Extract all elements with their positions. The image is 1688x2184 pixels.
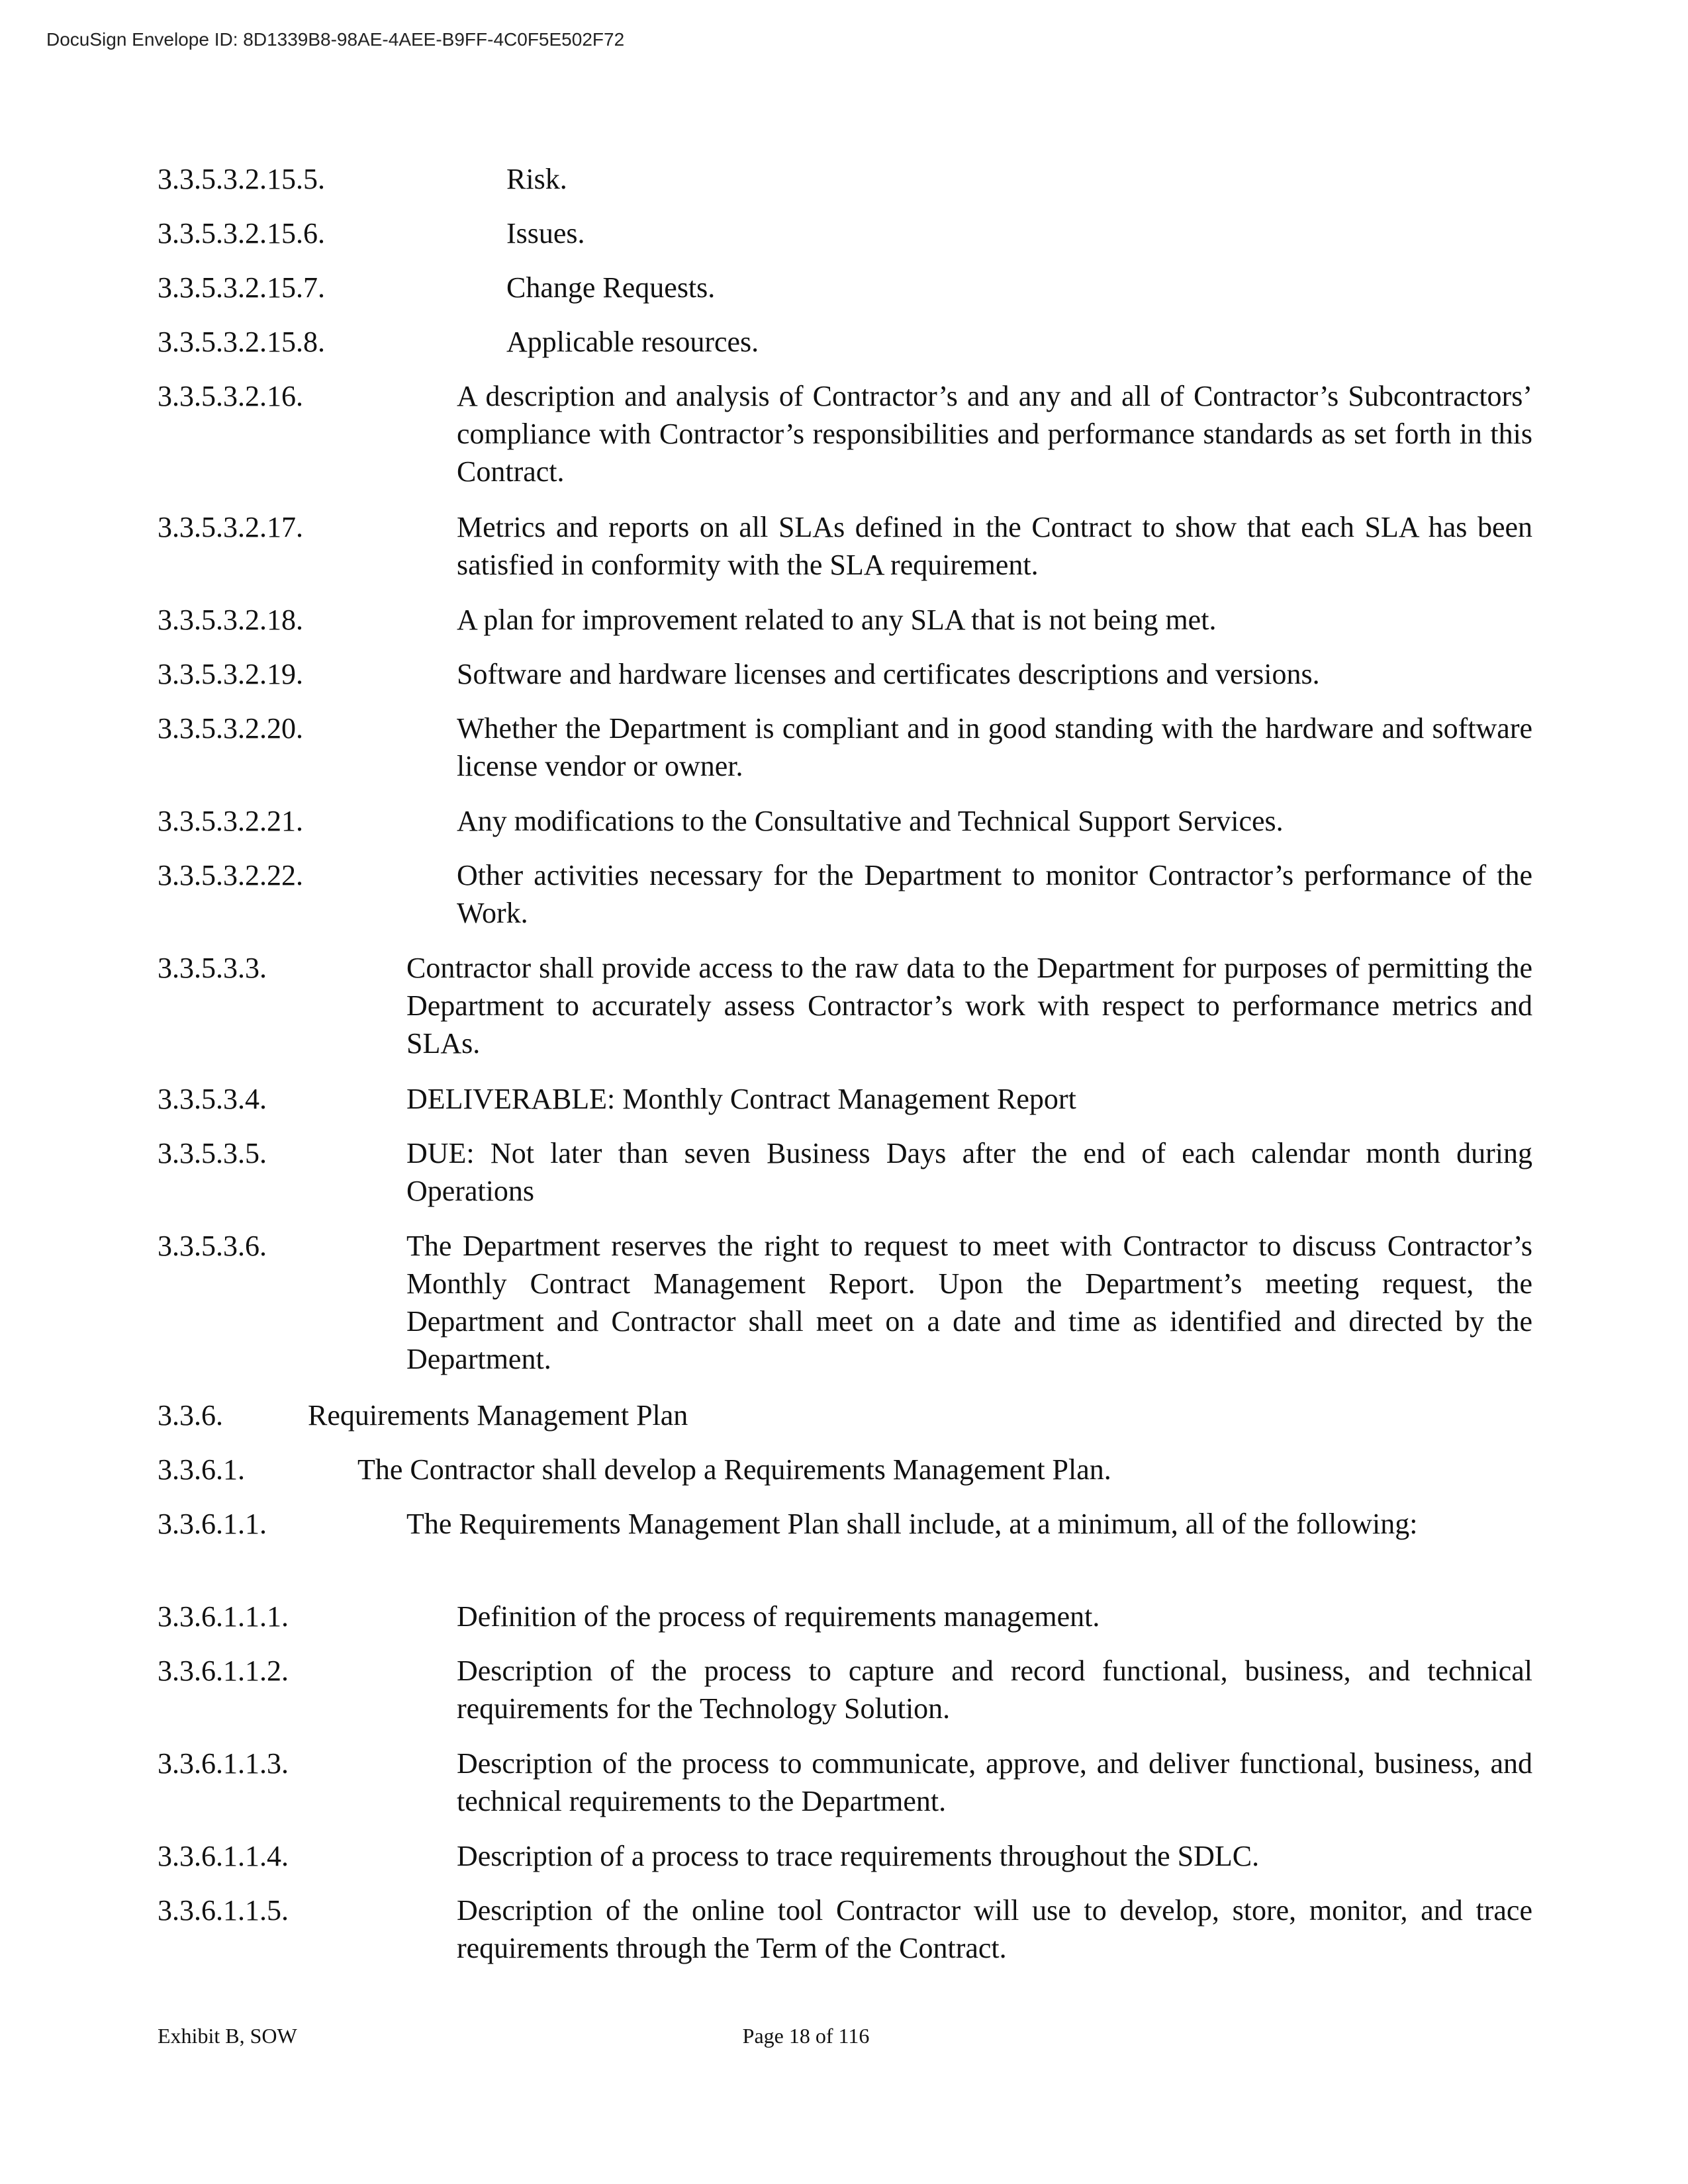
- item-number: 3.3.5.3.2.15.8.: [158, 326, 325, 358]
- footer-exhibit-label: Exhibit B, SOW: [158, 2024, 297, 2048]
- item-number: 3.3.6.1.: [158, 1453, 245, 1486]
- item-number: 3.3.5.3.2.18.: [158, 604, 303, 636]
- footer-page-number: Page 18 of 116: [742, 2024, 870, 2048]
- item-number: 3.3.6.1.1.3.: [158, 1747, 289, 1780]
- item-text: Description of a process to trace requirements throughout the SDLC.: [457, 1840, 1260, 1872]
- item-number: 3.3.5.3.3.: [158, 952, 267, 984]
- item-number: 3.3.5.3.2.20.: [158, 712, 303, 745]
- item-text: Change Requests.: [506, 271, 716, 304]
- item-number: 3.3.5.3.2.15.6.: [158, 217, 325, 250]
- item-text: Definition of the process of requirements management.: [457, 1600, 1100, 1633]
- item-number: 3.3.5.3.2.22.: [158, 859, 303, 891]
- item-text: Metrics and reports on all SLAs defined in the Contract to show that each SLA has been satisfied in conformity with the SLA requirement.: [457, 511, 1532, 581]
- item-number: 3.3.6.1.1.5.: [158, 1894, 289, 1927]
- item-number: 3.3.6.1.1.4.: [158, 1840, 289, 1872]
- item-text: Description of the process to communicate, approve, and deliver functional, business, and technical requirements to the Department.: [457, 1747, 1532, 1817]
- item-text: Whether the Department is compliant and in good standing with the hardware and software license vendor or owner.: [457, 712, 1532, 782]
- item-text: Software and hardware licenses and certificates descriptions and versions.: [457, 658, 1320, 690]
- item-text: Applicable resources.: [506, 326, 759, 358]
- item-number: 3.3.6.1.1.2.: [158, 1655, 289, 1687]
- item-text: The Requirements Management Plan shall include, at a minimum, all of the following:: [406, 1508, 1418, 1540]
- item-number: 3.3.5.3.2.15.5.: [158, 163, 325, 195]
- item-text: Risk.: [506, 163, 567, 195]
- item-number: 3.3.5.3.5.: [158, 1137, 267, 1169]
- item-number: 3.3.6.: [158, 1399, 223, 1432]
- item-text: A plan for improvement related to any SLA that is not being met.: [457, 604, 1217, 636]
- item-text: A description and analysis of Contractor’s and any and all of Contractor’s Subcontractors’ compliance with Contractor’s responsibilities and performance standards as set forth in this Contract.: [457, 380, 1532, 488]
- item-number: 3.3.5.3.2.21.: [158, 805, 303, 837]
- item-text: DELIVERABLE: Monthly Contract Management Report: [406, 1083, 1076, 1115]
- item-number: 3.3.5.3.2.17.: [158, 511, 303, 543]
- item-number: 3.3.5.3.2.19.: [158, 658, 303, 690]
- item-number: 3.3.5.3.4.: [158, 1083, 267, 1115]
- item-text: Description of the online tool Contractor will use to develop, store, monitor, and trace requirements through the Term of the Contract.: [457, 1894, 1532, 1964]
- item-number: 3.3.5.3.6.: [158, 1230, 267, 1262]
- item-number: 3.3.5.3.2.16.: [158, 380, 303, 412]
- item-number: 3.3.6.1.1.1.: [158, 1600, 289, 1633]
- item-number: 3.3.6.1.1.: [158, 1508, 267, 1540]
- item-text: DUE: Not later than seven Business Days after the end of each calendar month during Operations: [406, 1137, 1532, 1207]
- item-text: Any modifications to the Consultative and Technical Support Services.: [457, 805, 1284, 837]
- item-text: Contractor shall provide access to the raw data to the Department for purposes of permitting the Department to accurately assess Contractor’s work with respect to performance metrics and SLAs.: [406, 952, 1532, 1060]
- item-text: Issues.: [506, 217, 585, 250]
- item-number: 3.3.5.3.2.15.7.: [158, 271, 325, 304]
- item-text: Description of the process to capture and record functional, business, and technical requirements for the Technology Solution.: [457, 1655, 1532, 1725]
- item-text: Requirements Management Plan: [308, 1399, 688, 1432]
- docusign-envelope-id: DocuSign Envelope ID: 8D1339B8-98AE-4AEE-B9FF-4C0F5E502F72: [46, 29, 625, 50]
- item-text: The Department reserves the right to request to meet with Contractor to discuss Contractor’s Monthly Contract Management Report. Upon the Department’s meeting request, the Department and Contractor shall meet on a date and time as identified and directed by the Department.: [406, 1230, 1532, 1375]
- item-text: Other activities necessary for the Department to monitor Contractor’s performance of the Work.: [457, 859, 1532, 929]
- item-text: The Contractor shall develop a Requirements Management Plan.: [357, 1453, 1111, 1486]
